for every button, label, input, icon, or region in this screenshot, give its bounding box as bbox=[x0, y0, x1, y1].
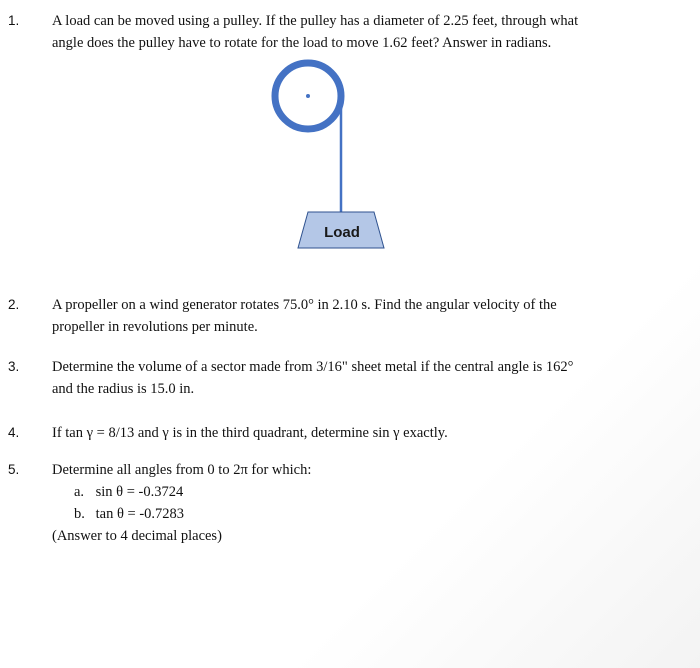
question-4 bbox=[0, 422, 700, 446]
question-line: propeller in revolutions per minute. bbox=[52, 319, 258, 335]
question-line: angle does the pulley have to rotate for the load to move 1.62 feet? Answer in radians. bbox=[52, 35, 552, 51]
question-number: 2. bbox=[8, 297, 20, 312]
question-number: 1. bbox=[8, 13, 20, 28]
question-number: 5. bbox=[8, 462, 20, 477]
sub-question-a bbox=[74, 481, 672, 503]
sub-question-b bbox=[74, 503, 672, 525]
question-5 bbox=[0, 459, 700, 551]
sub-question-label: a. bbox=[74, 484, 85, 500]
question-text bbox=[52, 356, 672, 400]
sub-question-text: sin θ = -0.3724 bbox=[95, 484, 184, 500]
question-line: A propeller on a wind generator rotates 75.0° in 2.10 s. Find the angular velocity of the bbox=[52, 297, 557, 313]
question-2 bbox=[0, 294, 700, 342]
question-line: A load can be moved using a pulley. If the pulley has a diameter of 2.25 feet, through what bbox=[52, 13, 579, 29]
question-line: Determine the volume of a sector made from 3/16" sheet metal if the central angle is 162° bbox=[52, 359, 574, 375]
question-3 bbox=[0, 356, 700, 404]
load-label: Load bbox=[324, 224, 360, 241]
sub-question-text: tan θ = -0.7283 bbox=[95, 506, 185, 522]
pulley-axle bbox=[306, 94, 310, 98]
question-number: 4. bbox=[8, 425, 20, 440]
question-note: (Answer to 4 decimal places) bbox=[52, 528, 222, 544]
question-line: If tan γ = 8/13 and γ is in the third quadrant, determine sin γ exactly. bbox=[52, 425, 448, 441]
question-line: Determine all angles from 0 to 2π for which: bbox=[52, 462, 312, 478]
question-text bbox=[52, 459, 672, 547]
question-number: 3. bbox=[8, 359, 20, 374]
sub-question-label: b. bbox=[74, 506, 85, 522]
question-line: and the radius is 15.0 in. bbox=[52, 381, 195, 397]
question-text bbox=[52, 422, 672, 444]
question-text bbox=[52, 294, 672, 338]
